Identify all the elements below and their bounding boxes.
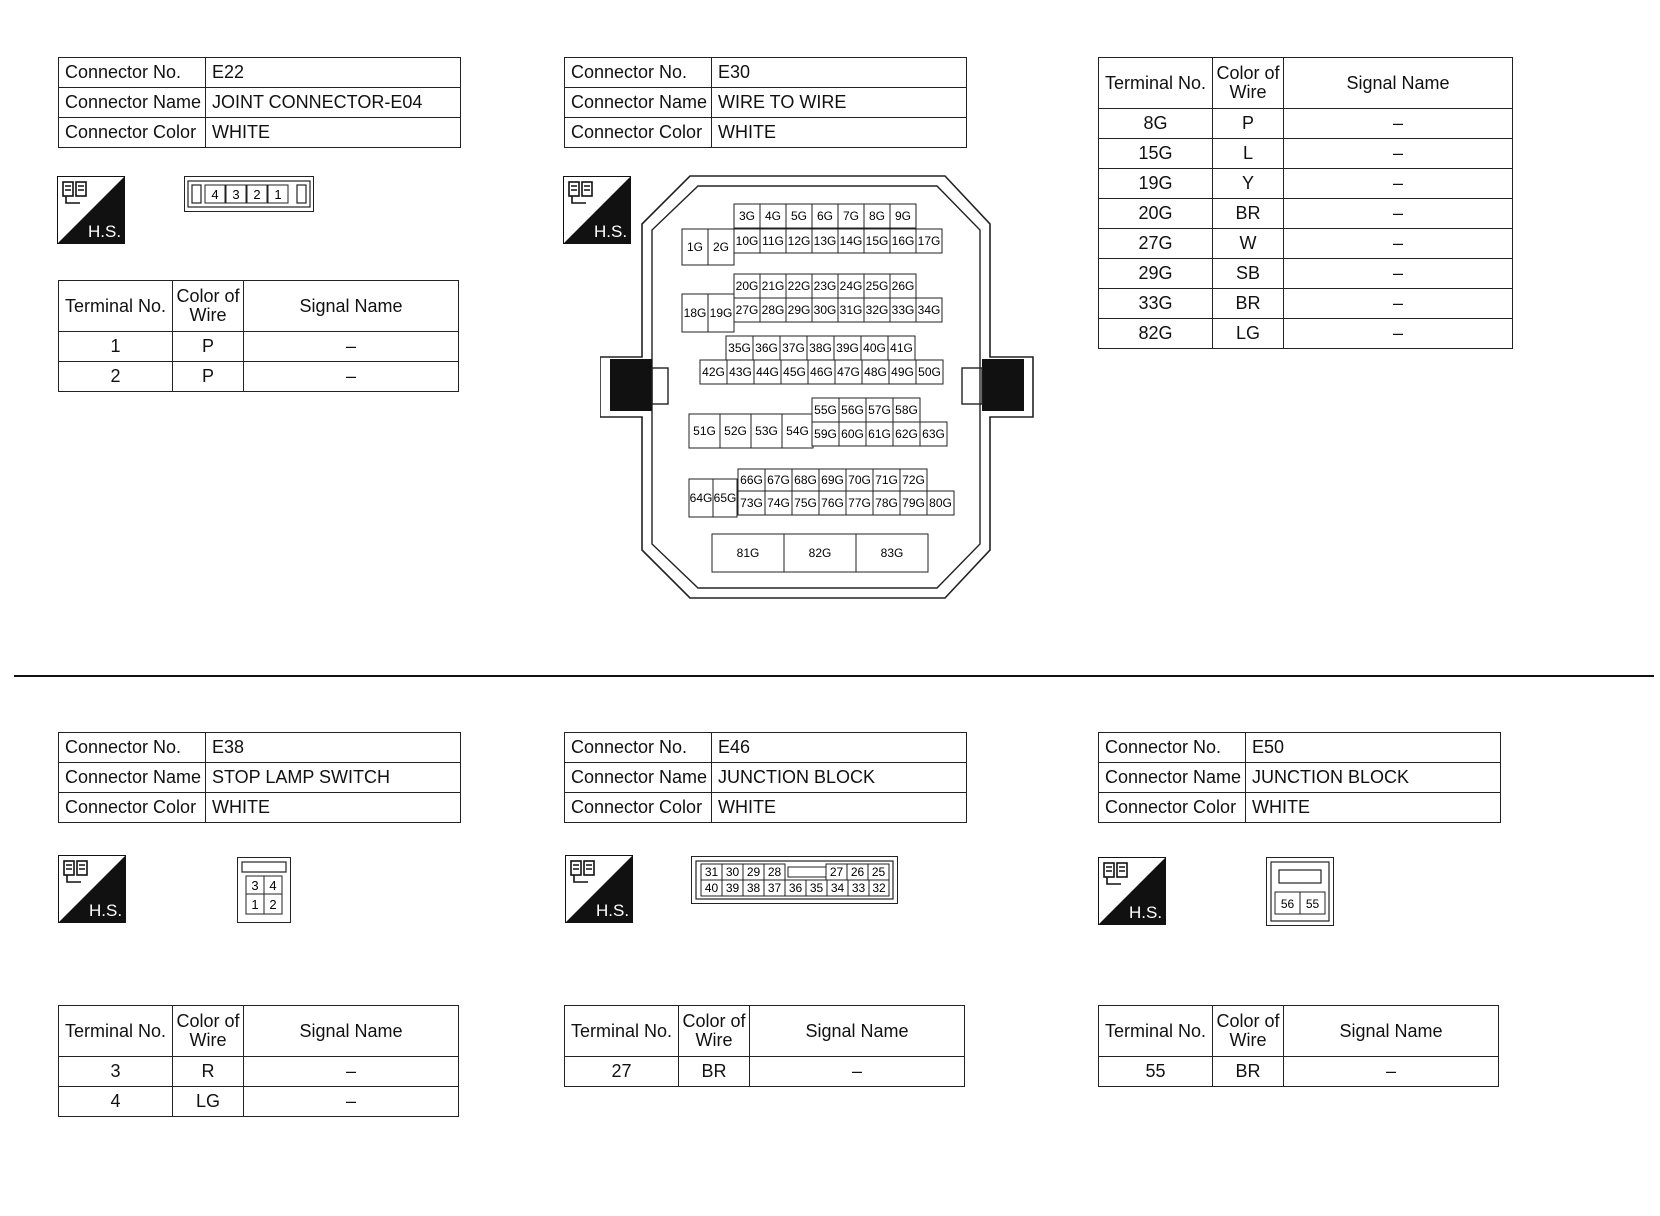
e30-face-terminal: 49G bbox=[891, 365, 914, 379]
e22-name: JOINT CONNECTOR-E04 bbox=[206, 88, 461, 118]
e30-hs-label: H.S. bbox=[594, 222, 628, 241]
e46-name: JUNCTION BLOCK bbox=[712, 763, 967, 793]
e30-face-terminal: 18G bbox=[683, 306, 707, 320]
e30-face-terminal: 78G bbox=[875, 496, 898, 510]
e30-face-terminal: 70G bbox=[848, 473, 871, 487]
e30-face-terminal: 58G bbox=[895, 403, 918, 417]
e46-face-terminal: 35 bbox=[809, 881, 824, 895]
e30-face-terminal: 53G bbox=[755, 424, 778, 438]
e30-face-terminal: 30G bbox=[813, 303, 837, 317]
label-connector-name: Connector Name bbox=[1099, 763, 1246, 793]
e46-connector-face bbox=[691, 856, 898, 904]
e50-terminal-table bbox=[1098, 1005, 1499, 1087]
e38-face-terminal: 2 bbox=[269, 897, 277, 912]
e30-face-terminal: 50G bbox=[918, 365, 941, 379]
label-connector-color: Connector Color bbox=[59, 118, 206, 148]
header-terminal: Terminal No. bbox=[1099, 1006, 1213, 1057]
header-signal-name: Signal Name bbox=[750, 1006, 965, 1057]
e30-face-terminal: 6G bbox=[816, 209, 834, 223]
e30-face-terminal: 60G bbox=[841, 427, 864, 441]
header-terminal: Terminal No. bbox=[59, 1006, 173, 1057]
e30-face-terminal: 11G bbox=[762, 234, 784, 248]
e46-face-terminal: 31 bbox=[704, 865, 719, 879]
e38-hs-icon bbox=[58, 855, 126, 923]
header-signal-name: Signal Name bbox=[1284, 58, 1513, 109]
header-signal-name: Signal Name bbox=[244, 1006, 459, 1057]
e30-face-terminal: 45G bbox=[783, 365, 806, 379]
e30-face-terminal: 31G bbox=[839, 303, 863, 317]
e30-face-terminal: 27G bbox=[735, 303, 759, 317]
e30-face-terminal: 65G bbox=[713, 491, 737, 505]
e22-lock-left bbox=[192, 185, 201, 203]
e46-lock-slot bbox=[788, 867, 826, 877]
e30-connector-face bbox=[600, 174, 1035, 600]
e30-face-terminal: 57G bbox=[868, 403, 891, 417]
e30-face-terminal: 66G bbox=[740, 473, 763, 487]
label-connector-name: Connector Name bbox=[565, 763, 712, 793]
e22-color: WHITE bbox=[206, 118, 461, 148]
e38-hs-label: H.S. bbox=[89, 901, 123, 920]
e30-face-terminal: 9G bbox=[894, 209, 912, 223]
label-connector-no: Connector No. bbox=[565, 733, 712, 763]
e22-face-terminal: 3 bbox=[232, 187, 240, 202]
e38-info-table bbox=[58, 732, 461, 823]
e30-face-terminal: 67G bbox=[767, 473, 790, 487]
e30-face-terminal: 24G bbox=[839, 279, 863, 293]
e30-face-terminal: 17G bbox=[917, 234, 941, 248]
table-row: 29G SB – bbox=[1099, 259, 1513, 289]
e30-face-terminal: 62G bbox=[895, 427, 918, 441]
e38-terminal-table bbox=[58, 1005, 459, 1117]
e30-terminal-table bbox=[1098, 57, 1513, 349]
e30-face-terminal: 47G bbox=[837, 365, 860, 379]
label-connector-color: Connector Color bbox=[565, 118, 712, 148]
e30-face-terminal: 10G bbox=[735, 234, 759, 248]
e50-connector-face bbox=[1266, 857, 1334, 926]
e46-color: WHITE bbox=[712, 793, 967, 823]
e30-face-terminal: 59G bbox=[814, 427, 837, 441]
e30-face-terminal: 7G bbox=[842, 209, 860, 223]
e30-face-terminal: 8G bbox=[868, 209, 886, 223]
e46-face-terminal: 30 bbox=[725, 865, 740, 879]
label-connector-name: Connector Name bbox=[59, 763, 206, 793]
e46-face-terminal: 27 bbox=[829, 865, 844, 879]
e46-face-terminal: 37 bbox=[767, 881, 782, 895]
e30-lock-right bbox=[982, 359, 1024, 411]
e46-hs-icon bbox=[565, 855, 633, 923]
e30-face-terminal: 61G bbox=[868, 427, 891, 441]
table-row: 19G Y – bbox=[1099, 169, 1513, 199]
e46-info-table bbox=[564, 732, 967, 823]
e30-face-terminal: 73G bbox=[740, 496, 763, 510]
header-signal-name: Signal Name bbox=[244, 281, 459, 332]
e46-hs-label: H.S. bbox=[596, 901, 630, 920]
table-row: 27 BR – bbox=[565, 1057, 965, 1087]
label-connector-color: Connector Color bbox=[565, 793, 712, 823]
e30-face-terminal: 32G bbox=[865, 303, 889, 317]
e46-face-terminal: 32 bbox=[872, 881, 886, 895]
header-terminal: Terminal No. bbox=[1099, 58, 1213, 109]
e46-face-terminal: 39 bbox=[725, 881, 740, 895]
e30-face-terminal: 2G bbox=[712, 240, 730, 254]
e30-face-terminal: 19G bbox=[709, 306, 733, 320]
e46-face-terminal: 40 bbox=[704, 881, 719, 895]
e30-face-terminal: 72G bbox=[902, 473, 925, 487]
e30-face-terminal: 37G bbox=[782, 341, 805, 355]
label-connector-color: Connector Color bbox=[1099, 793, 1246, 823]
e30-face-terminal: 80G bbox=[929, 496, 952, 510]
table-row: 20G BR – bbox=[1099, 199, 1513, 229]
e30-no: E30 bbox=[712, 58, 967, 88]
e22-face-terminal: 1 bbox=[274, 187, 282, 202]
e50-hs-label: H.S. bbox=[1129, 903, 1163, 922]
e30-face-terminal: 46G bbox=[810, 365, 833, 379]
e46-no: E46 bbox=[712, 733, 967, 763]
e30-face-terminal: 54G bbox=[786, 424, 809, 438]
table-row: 55 BR – bbox=[1099, 1057, 1499, 1087]
header-color-of-wire: Color of Wire bbox=[173, 1006, 244, 1057]
e30-face-terminal: 5G bbox=[790, 209, 808, 223]
table-row: 3 R – bbox=[59, 1057, 459, 1087]
e30-face-terminal: 69G bbox=[821, 473, 844, 487]
header-color-of-wire: Color of Wire bbox=[173, 281, 244, 332]
e38-connector-face bbox=[237, 857, 291, 923]
e38-face-terminal: 4 bbox=[269, 878, 277, 893]
e30-face-terminal: 35G bbox=[728, 341, 751, 355]
e30-face-terminal: 43G bbox=[729, 365, 752, 379]
e30-lock-left bbox=[610, 359, 652, 411]
e30-face-terminal: 71G bbox=[875, 473, 898, 487]
e30-face-terminal: 3G bbox=[738, 209, 756, 223]
table-row: 27G W – bbox=[1099, 229, 1513, 259]
label-connector-no: Connector No. bbox=[1099, 733, 1246, 763]
e30-face-terminal: 42G bbox=[702, 365, 725, 379]
e30-face-terminal: 23G bbox=[813, 279, 837, 293]
e22-face-terminal: 4 bbox=[211, 187, 219, 202]
label-connector-no: Connector No. bbox=[565, 58, 712, 88]
e50-hs-icon bbox=[1098, 857, 1166, 925]
e30-face-terminal: 22G bbox=[787, 279, 811, 293]
e22-connector-face bbox=[184, 176, 314, 212]
e46-face-terminal: 34 bbox=[830, 881, 845, 895]
e22-terminal-table bbox=[58, 280, 459, 392]
e30-face-terminal: 82G bbox=[808, 546, 832, 560]
e30-name: WIRE TO WIRE bbox=[712, 88, 967, 118]
table-row: 4 LG – bbox=[59, 1087, 459, 1117]
e38-face-terminal: 3 bbox=[251, 878, 259, 893]
e30-face-terminal: 28G bbox=[761, 303, 785, 317]
e30-face-terminal: 41G bbox=[890, 341, 913, 355]
header-color-of-wire: Color of Wire bbox=[679, 1006, 750, 1057]
e22-hs-label: H.S. bbox=[88, 222, 122, 241]
e30-face-terminal: 76G bbox=[821, 496, 844, 510]
header-color-of-wire: Color of Wire bbox=[1213, 58, 1284, 109]
table-row: 33G BR – bbox=[1099, 289, 1513, 319]
e30-face-terminal: 21G bbox=[761, 279, 785, 293]
table-row: 8G P – bbox=[1099, 109, 1513, 139]
header-terminal: Terminal No. bbox=[59, 281, 173, 332]
e50-no: E50 bbox=[1246, 733, 1501, 763]
e46-face-terminal: 26 bbox=[850, 865, 865, 879]
e46-face-terminal: 25 bbox=[871, 865, 886, 879]
e30-face-terminal: 68G bbox=[794, 473, 817, 487]
e30-face-terminal: 75G bbox=[794, 496, 817, 510]
e46-terminal-table bbox=[564, 1005, 965, 1087]
e22-info-table bbox=[58, 57, 461, 148]
e50-name: JUNCTION BLOCK bbox=[1246, 763, 1501, 793]
e22-no: E22 bbox=[206, 58, 461, 88]
e30-color: WHITE bbox=[712, 118, 967, 148]
e46-face-terminal: 33 bbox=[851, 881, 866, 895]
e38-no: E38 bbox=[206, 733, 461, 763]
table-row: 82G LG – bbox=[1099, 319, 1513, 349]
table-row: 1 P – bbox=[59, 332, 459, 362]
e22-hs-icon bbox=[57, 176, 125, 244]
e30-face-terminal: 4G bbox=[764, 209, 782, 223]
e46-face-terminal: 36 bbox=[788, 881, 803, 895]
e38-face-terminal: 1 bbox=[251, 897, 259, 912]
e30-face-terminal: 51G bbox=[693, 424, 716, 438]
label-connector-name: Connector Name bbox=[565, 88, 712, 118]
header-signal-name: Signal Name bbox=[1284, 1006, 1499, 1057]
e30-face-terminal: 15G bbox=[865, 234, 889, 248]
e30-face-terminal: 44G bbox=[756, 365, 779, 379]
table-row: 2 P – bbox=[59, 362, 459, 392]
e22-face-terminal: 2 bbox=[253, 187, 261, 202]
e30-face-terminal: 36G bbox=[755, 341, 778, 355]
e30-face-terminal: 1G bbox=[686, 240, 704, 254]
e46-face-terminal: 28 bbox=[767, 865, 782, 879]
section-divider bbox=[14, 675, 1654, 677]
e50-lock-slot bbox=[1279, 870, 1321, 883]
e30-face-terminal: 81G bbox=[736, 546, 760, 560]
table-row: 15G L – bbox=[1099, 139, 1513, 169]
e30-face-terminal: 52G bbox=[724, 424, 747, 438]
e30-face-terminal: 38G bbox=[809, 341, 832, 355]
header-terminal: Terminal No. bbox=[565, 1006, 679, 1057]
e30-face-terminal: 83G bbox=[880, 546, 904, 560]
e38-name: STOP LAMP SWITCH bbox=[206, 763, 461, 793]
e30-face-terminal: 79G bbox=[902, 496, 925, 510]
e30-face-terminal: 33G bbox=[891, 303, 915, 317]
e30-face-terminal: 74G bbox=[767, 496, 790, 510]
e30-face-terminal: 26G bbox=[891, 279, 915, 293]
e30-info-table bbox=[564, 57, 967, 148]
header-color-of-wire: Color of Wire bbox=[1213, 1006, 1284, 1057]
e30-face-terminal: 20G bbox=[735, 279, 759, 293]
e46-face-terminal: 38 bbox=[746, 881, 761, 895]
e30-face-terminal: 48G bbox=[864, 365, 887, 379]
e50-face-terminal: 55 bbox=[1305, 897, 1320, 911]
e30-face-terminal: 25G bbox=[865, 279, 889, 293]
label-connector-color: Connector Color bbox=[59, 793, 206, 823]
e50-face-terminal: 56 bbox=[1280, 897, 1295, 911]
e30-face-terminal: 29G bbox=[787, 303, 811, 317]
label-connector-name: Connector Name bbox=[59, 88, 206, 118]
e30-face-terminal: 64G bbox=[689, 491, 713, 505]
e30-face-terminal: 34G bbox=[917, 303, 941, 317]
e50-info-table bbox=[1098, 732, 1501, 823]
e38-color: WHITE bbox=[206, 793, 461, 823]
label-connector-no: Connector No. bbox=[59, 733, 206, 763]
e46-face-terminal: 29 bbox=[746, 865, 761, 879]
e50-color: WHITE bbox=[1246, 793, 1501, 823]
e30-face-terminal: 63G bbox=[922, 427, 945, 441]
e30-face-terminal: 12G bbox=[787, 234, 811, 248]
e30-face-terminal: 77G bbox=[848, 496, 871, 510]
e30-face-terminal: 14G bbox=[839, 234, 863, 248]
label-connector-no: Connector No. bbox=[59, 58, 206, 88]
e30-face-terminal: 55G bbox=[814, 403, 837, 417]
e30-face-terminal: 16G bbox=[891, 234, 915, 248]
e30-face-terminal: 40G bbox=[863, 341, 886, 355]
e22-lock-right bbox=[297, 185, 306, 203]
e30-face-terminal: 13G bbox=[813, 234, 837, 248]
e30-face-terminal: 56G bbox=[841, 403, 864, 417]
e30-face-terminal: 39G bbox=[836, 341, 859, 355]
